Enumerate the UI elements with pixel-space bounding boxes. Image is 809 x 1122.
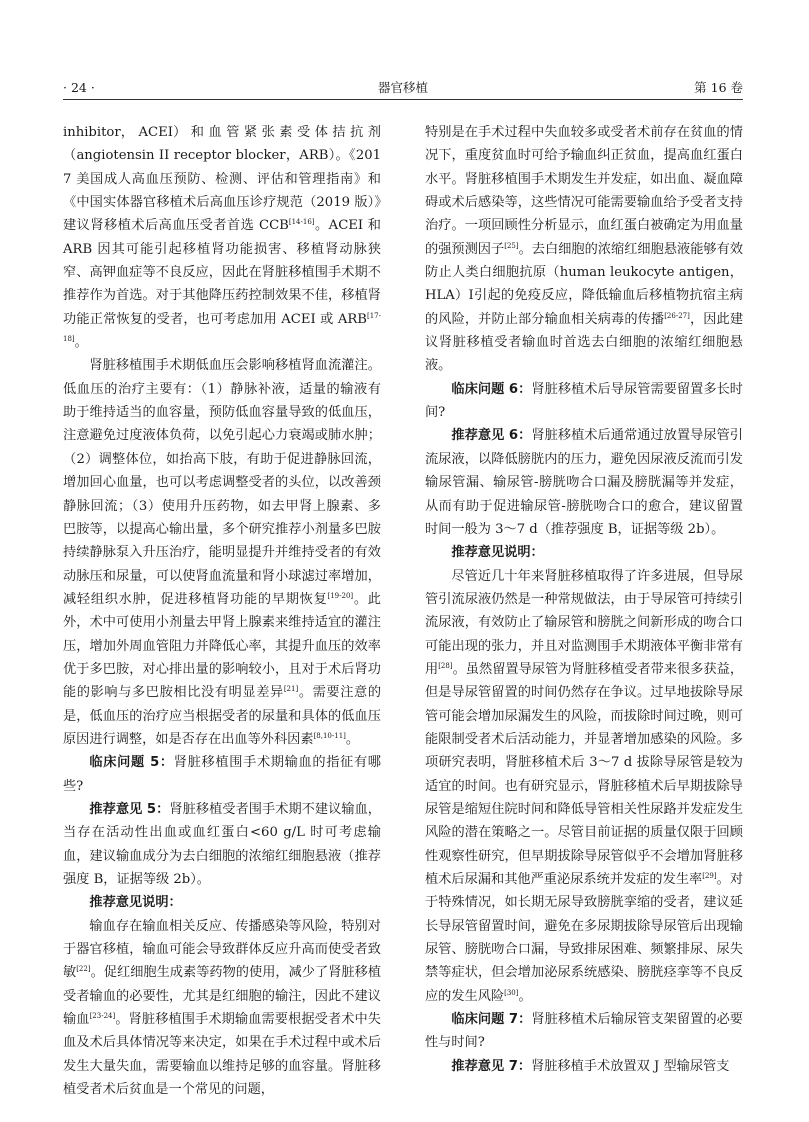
question-text: 肾脏移植围手术期输血的指征有哪些? [63, 755, 381, 794]
running-header [63, 78, 743, 98]
text-run: 。 [518, 988, 532, 1004]
recommendation-7 [425, 1055, 743, 1078]
recommendation-text: 肾脏移植受者围手术期不建议输血，当存在活动性出血或血红蛋白<60 g/L 时可考虑输血，建议输血成分为去白细胞的浓缩红细胞悬液（推荐强度 B，证据等级 2b）。 [63, 801, 381, 887]
text-run: 。促红细胞生成素等药物的使用，减少了肾脏移植受者输血的必要性，尤其是红细胞的输注，因此不建议输血 [63, 965, 382, 1028]
citation-ref: [21] [283, 685, 299, 694]
clinical-question-5 [63, 751, 381, 798]
text-run: 。 [345, 731, 360, 747]
recommendation-text: 肾脏移植手术放置双 J 型输尿管支 [531, 1058, 730, 1074]
question-label: 临床问题 6： [451, 381, 532, 397]
text-run: 。ACEI 和 ARB 因其可能引起移植肾功能损害、移植肾动脉狭窄、高钾血症等不良反应，因此在肾脏移植围手术期不推荐作为首选。对于其他降压药控制效果不佳，移植肾功能正常恢复的受者，也可考虑加用 ACEI 或 ARB [63, 218, 381, 327]
right-column [425, 121, 743, 1078]
citation-ref: [23-24] [89, 1012, 116, 1021]
volume-label: 第 16 卷 [694, 80, 743, 95]
text-run: 特别是在手术过程中失血较多或受者术前存在贫血的情况下，重度贫血时可给予输血纠正贫血，提高血红蛋白水平。肾脏移植围手术期发生并发症，如出血、凝血障碍或术后感染等，这些情况可能需要输血给予受者支持治疗。一项回顾性分析显示，血红蛋白被确定为用血量的强预测因子 [425, 125, 743, 257]
citation-ref: [26-27] [664, 311, 690, 320]
citation-ref: [30] [504, 988, 519, 997]
recommendation-5 [63, 798, 381, 891]
recommendation-text: 肾脏移植术后通常通过放置导尿管引流尿液，以降低膀胱内的压力，避免因尿液反流而引发输尿管漏、输尿管-膀胱吻合口漏及膀胱漏等并发症，从而有助于促进输尿管-膀胱吻合口的愈合，建议留置时间一般为 3～7 d（推荐强度 B，证据等级 2b）。 [425, 428, 743, 537]
question-label: 临床问题 7： [451, 1012, 532, 1028]
text-run: 。肾脏移植围手术期输血需要根据受者术中失血及术后具体情况等来决定，如果在手术过程中或术后发生大量失血，需要输血以维持足够的血容量。肾脏移植受者术后贫血是一个常见的问题， [63, 1012, 381, 1098]
paragraph [63, 354, 381, 751]
clinical-question-6 [425, 378, 743, 425]
citation-ref: [19-20] [327, 591, 354, 600]
citation-ref: [17-18] [63, 311, 381, 344]
paragraph [425, 565, 743, 1009]
left-column [63, 121, 381, 1101]
recommendation-6 [425, 424, 743, 541]
paragraph [425, 121, 743, 378]
citation-ref: [22] [76, 965, 91, 974]
text-run: 肾脏移植围手术期低血压会影响移植肾血流灌注。低血压的治疗主要有：（1）静脉补液，适量的输液有助于维持适当的血容量，预防低血容量导致的低血压，注意避免过度液体负荷，以免引起心力衰竭或肺水肿；（2）调整体位，如抬高下肢，有助于促进静脉回流，增加回心血量，也可以考虑调整受者的头位，以改善颈静脉回流；（3）使用升压药物，如去甲肾上腺素、多巴胺等，以提高心输出量，多个研究推荐小剂量多巴胺持续静脉泵入升压治疗，能明显提升并维持受者的有效动脉压和尿量，可以使肾血流量和肾小球滤过率增加，减轻组织水肿，促进移植肾功能的早期恢复 [63, 358, 381, 607]
paragraph [63, 121, 381, 354]
citation-ref: [29] [702, 872, 717, 880]
text-run: 。 [74, 335, 88, 351]
clinical-question-7 [425, 1008, 743, 1055]
explanation-heading: 推荐意见说明： [451, 545, 544, 561]
header-rule [63, 99, 743, 100]
text-run: 。需要注意的是，低血压的治疗应当根据受者的尿量和具体的低血压原因进行调整，如是否存在出血等外科因素 [63, 685, 382, 747]
text-run: 尽管近几十年来肾脏移植取得了许多进展，但导尿管引流尿液仍然是一种常规做法，由于导尿管可持续引流尿液，有效防止了输尿管和膀胱之间新形成的吻合口可能出现的张力，并且对监测围手术期液体平衡非常有用 [425, 568, 743, 677]
question-text: 肾脏移植术后导尿管需要留置多长时间? [425, 381, 743, 421]
citation-ref: [14-16] [288, 218, 315, 227]
text-run: 输血存在输血相关反应、传播感染等风险，特别对于器官移植，输血可能会导致群体反应升高而使受者致敏 [63, 918, 381, 981]
paragraph [63, 915, 381, 1102]
question-label: 临床问题 5： [89, 755, 174, 771]
journal-title: 器官移植 [377, 80, 428, 95]
text-run: inhibitor， ACEI） 和 血 管 紧 张 素 受 体 拮 抗 剂 （angiotensin II receptor blocker，ARB）。《2017 美国成人高血压预防、检测、评估和管理指南》和《中国实体器官移植术后高血压诊疗规范（2019 版）》建议肾移植术后高血压受者首选 CCB [63, 125, 381, 234]
recommendation-label: 推荐意见 6： [451, 428, 532, 444]
text-run: 。去白细胞的浓缩红细胞悬液能够有效防止人类白细胞抗原（human leukocyte antigen，HLA）Ⅰ引起的免疫反应，降低输血后移植物抗宿主病的风险，并防止部分输血相关病毒的传播 [425, 241, 744, 327]
question-text: 肾脏移植术后输尿管支架留置的必要性与时间? [425, 1012, 743, 1051]
text-run: 。对于特殊情况，如长期无尿导致膀胱挛缩的受者，建议延长导尿管留置时间，避免在多尿期拔除导尿管后出现输尿管、膀胱吻合口漏，导致排尿困难、频繁排尿、尿失禁等症状，但会增加泌尿系统感染、膀胱痉挛等不良反应的发生风险 [425, 872, 744, 1004]
page-number: · 24 · [63, 80, 95, 95]
citation-ref: [28] [438, 661, 453, 670]
text-run: ，因此建议肾脏移植受者输血时首选去白细胞的浓缩红细胞悬液。 [425, 311, 744, 374]
text-run: 。虽然留置导尿管为肾脏移植受者带来很多获益，但是导尿管留置的时间仍然存在争议。过早地拔除导尿管可能会增加尿漏发生的风险，而拔除时间过晚，则可能限制受者术后活动能力，并显著增加感染的风险。多项研究表明，肾脏移植术后 3～7 d 拔除导尿管是较为适宜的时间。也有研究显示，肾脏移植术后早期拔除导尿管是缩短住院时间和降低导管相关性尿路并发症发生风险的潜在策略之一。尽管目前证据的质量仅限于回顾性观察性研究，但早期拔除导尿管似乎不会增加肾脏移植术后尿漏和其他严重泌尿系统并发症的发生率 [425, 661, 744, 887]
citation-ref: [8,10-11] [313, 731, 346, 740]
recommendation-label: 推荐意见 5： [89, 801, 170, 817]
explanation-heading: 推荐意见说明： [89, 895, 182, 911]
text-run: 。此外，术中可使用小剂量去甲肾上腺素来维持适宜的灌注压，增加外周血管阻力并降低心率，其提升血压的效率优于多巴胺，对心排出量的影响较小，且对于术后肾功能的影响与多巴胺相比没有明显差异 [63, 591, 381, 701]
citation-ref: [25] [504, 241, 519, 250]
recommendation-label: 推荐意见 7： [451, 1058, 532, 1074]
